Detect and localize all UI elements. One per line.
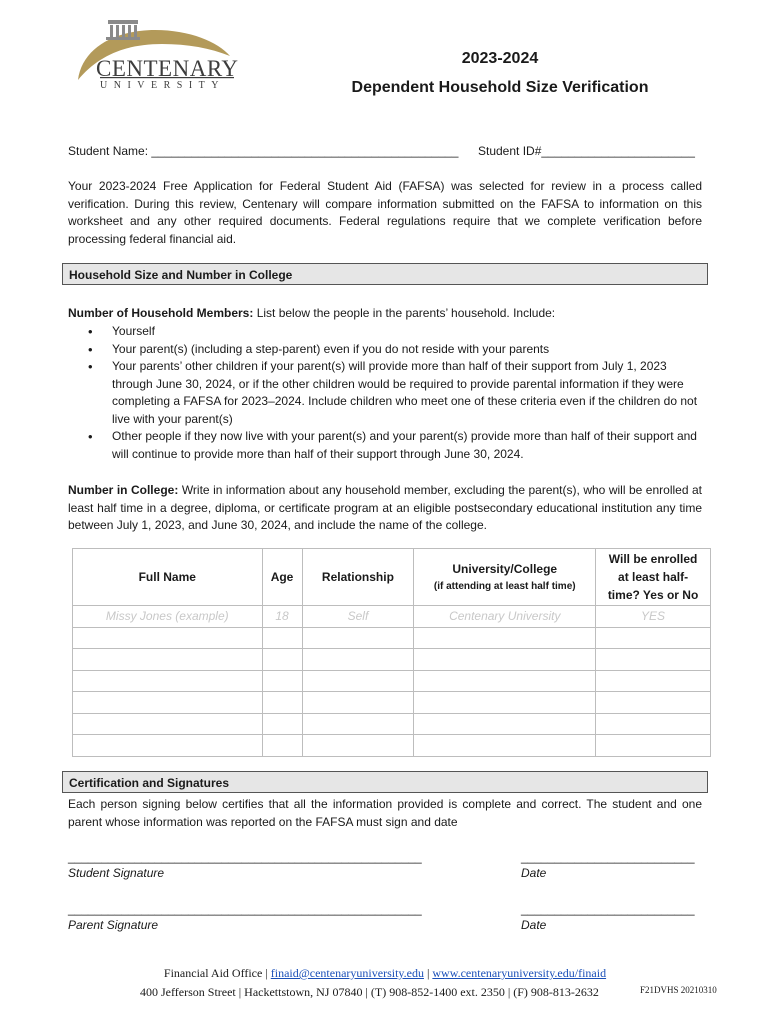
example-college-cell: Centenary University	[414, 606, 596, 628]
household-table	[72, 548, 711, 757]
example-name-cell: Missy Jones (example)	[73, 606, 263, 628]
table-header-row	[73, 549, 711, 606]
list-item: • Yourself	[68, 323, 698, 341]
footer-address: 400 Jefferson Street | Hackettstown, NJ 07840 | (T) 908-852-1400 ext. 2350 | (F) 908-813-2632	[140, 985, 599, 999]
table-row[interactable]	[73, 649, 711, 671]
col-header-college-title: University/College	[452, 562, 558, 576]
table-row[interactable]	[73, 692, 711, 714]
table-row[interactable]	[73, 735, 711, 757]
page-title: Dependent Household Size Verification	[351, 79, 649, 96]
col-header-enrolled: Will be enrolled at least half-time? Yes or No	[596, 549, 711, 606]
number-in-college-label: Number in College:	[68, 483, 179, 497]
col-header-college-note: (if attending at least half time)	[433, 581, 576, 592]
student-signature-line[interactable]: _____________________________________________________	[68, 850, 422, 864]
student-date-label: Date	[521, 866, 547, 880]
student-id-field[interactable]: Student ID#_______________________	[478, 144, 695, 158]
list-item: • Your parents’ other children if your parent(s) will provide more than half of their support from July 1, 2023 through June 30, 2024, or if the other children would be required to provide parental information if they were completing a FAFSA for 2023–2024. Include children who meet one of these criteria even if the children do not live with your parent(s)	[68, 358, 698, 428]
student-date-line[interactable]: __________________________	[521, 850, 695, 864]
footer-form-code: F21DVHS 20210310	[640, 985, 717, 995]
table-row[interactable]	[73, 713, 711, 735]
household-members-label: Number of Household Members:	[68, 306, 254, 320]
student-signature-label: Student Signature	[68, 866, 165, 880]
table-row-example	[73, 606, 711, 628]
list-item: • Other people if they now live with your parent(s) and your parent(s) provide more than half of their support and will continue to provide more than half of their support through June 30, 2024.	[68, 428, 698, 463]
household-members-text: List below the people in the parents’ household. Include:	[253, 306, 556, 320]
number-in-college-text: Write in information about any household member, excluding the parent(s), who will be enrolled at least half time in a degree, diploma, or certificate program at an eligible postsecondary educational institution any time between July 1, 2023, and June 30, 2024, and include the name of the college.	[68, 483, 702, 532]
number-in-college-paragraph	[68, 482, 702, 535]
list-item: • Your parent(s) (including a step-parent) even if you do not reside with your parents	[68, 341, 698, 359]
section-household-header: Household Size and Number in College	[62, 263, 708, 285]
col-header-college	[414, 549, 596, 606]
col-header-relationship: Relationship	[302, 549, 414, 606]
parent-signature-line[interactable]: _____________________________________________________	[68, 902, 422, 916]
parent-signature-label: Parent Signature	[68, 918, 159, 932]
footer-separator: |	[423, 966, 433, 980]
intro-paragraph: Your 2023-2024 Free Application for Federal Student Aid (FAFSA) was selected for review in a process called verification. During this review, Centenary will compare information submitted on the FAFSA to information on this worksheet and any other required documents. Federal regulations require that we complete verification before processing federal financial aid.	[68, 179, 702, 246]
footer-email-link[interactable]: finaid@centenaryuniversity.edu	[270, 966, 424, 980]
footer-website-link[interactable]: www.centenaryuniversity.edu/finaid	[432, 966, 607, 980]
form-year: 2023-2024	[461, 50, 539, 67]
parent-date-line[interactable]: __________________________	[521, 902, 695, 916]
table-row[interactable]	[73, 627, 711, 649]
example-age-cell: 18	[262, 606, 302, 628]
logo-subtitle: UNIVERSITY	[100, 80, 225, 91]
example-relationship-cell: Self	[302, 606, 414, 628]
col-header-full-name: Full Name	[73, 549, 263, 606]
logo-wordmark: CENTENARY	[96, 56, 239, 81]
parent-date-label: Date	[521, 918, 547, 932]
footer-contact	[60, 966, 710, 981]
footer-office: Financial Aid Office |	[163, 966, 271, 980]
student-name-field[interactable]: Student Name: ______________________________________________	[68, 144, 459, 158]
certification-paragraph: Each person signing below certifies that all the information provided is complete and correct. The student and one parent whose information was reported on the FAFSA must sign and date	[68, 797, 702, 829]
household-members-list	[68, 323, 698, 463]
household-members-intro	[68, 305, 702, 323]
table-row[interactable]	[73, 670, 711, 692]
example-enrolled-cell: YES	[596, 606, 711, 628]
col-header-age: Age	[262, 549, 302, 606]
section-certification-header: Certification and Signatures	[62, 771, 708, 793]
